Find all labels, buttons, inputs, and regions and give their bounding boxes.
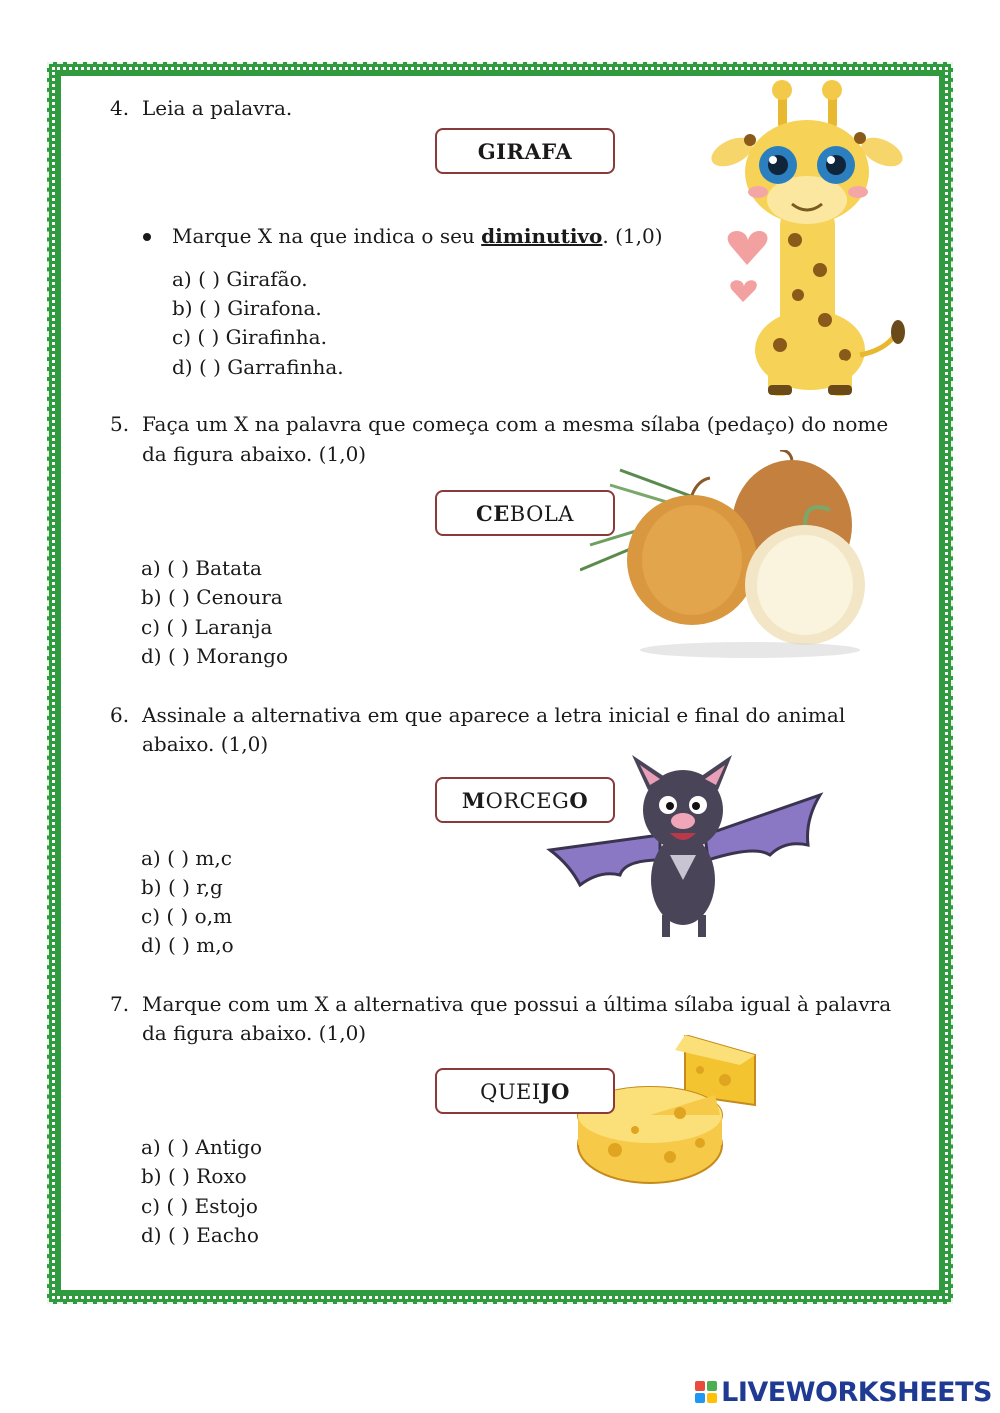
q5-option-a[interactable]: a) ( ) Batata xyxy=(141,556,262,580)
q7-option-a[interactable]: a) ( ) Antigo xyxy=(141,1135,263,1159)
q7-word-box xyxy=(435,1068,615,1114)
q6-word-box xyxy=(435,777,615,823)
onion-illustration xyxy=(580,450,880,660)
logo-text: LIVEWORKSHEETS xyxy=(721,1376,992,1408)
q7-word-rest: QUEI xyxy=(480,1079,541,1104)
q5-word xyxy=(476,501,574,526)
q5-option-d[interactable]: d) ( ) Morango xyxy=(141,644,289,668)
q5-option-b[interactable]: b) ( ) Cenoura xyxy=(141,585,283,609)
bullet-icon xyxy=(143,233,151,241)
giraffe-illustration xyxy=(710,80,910,400)
q4-instruction-emphasis: diminutivo xyxy=(481,224,603,248)
q7-word-bold: JO xyxy=(540,1078,570,1104)
q7-option-d[interactable]: d) ( ) Eacho xyxy=(141,1223,259,1247)
q6-number: 6. xyxy=(110,703,130,727)
q7-number: 7. xyxy=(110,992,130,1016)
q7-option-c[interactable]: c) ( ) Estojo xyxy=(141,1194,258,1218)
q4-option-c[interactable]: c) ( ) Girafinha. xyxy=(172,325,327,349)
q5-word-box xyxy=(435,490,615,536)
q7-word xyxy=(480,1079,570,1104)
q6-word-mid: ORCEG xyxy=(485,788,570,813)
q6-word xyxy=(462,788,588,813)
q5-number: 5. xyxy=(110,412,130,436)
q4-instruction-post: . (1,0) xyxy=(602,224,663,248)
q6-option-d[interactable]: d) ( ) m,o xyxy=(141,933,234,957)
liveworksheets-logo xyxy=(695,1377,992,1407)
q4-option-a[interactable]: a) ( ) Girafão. xyxy=(172,267,308,291)
q4-word: GIRAFA xyxy=(477,138,573,164)
q4-option-b[interactable]: b) ( ) Girafona. xyxy=(172,296,322,320)
q5-line2: da figura abaixo. (1,0) xyxy=(142,442,367,466)
q7-line1: Marque com um X a alternativa que possui a última sílaba igual à palavra xyxy=(142,992,892,1016)
q5-line1: Faça um X na palavra que começa com a mesma sílaba (pedaço) do nome xyxy=(142,412,889,436)
q6-word-first: M xyxy=(461,787,486,813)
q4-instruction-pre: Marque X na que indica o seu xyxy=(172,224,482,248)
q4-number: 4. xyxy=(110,96,130,120)
q5-option-c[interactable]: c) ( ) Laranja xyxy=(141,615,273,639)
q5-word-bold: CE xyxy=(476,500,510,526)
logo-grid-icon xyxy=(695,1381,717,1403)
q7-line2: da figura abaixo. (1,0) xyxy=(142,1021,367,1045)
q4-prompt: Leia a palavra. xyxy=(142,96,293,120)
q6-line1: Assinale a alternativa em que aparece a letra inicial e final do animal xyxy=(142,703,846,727)
q4-option-d[interactable]: d) ( ) Garrafinha. xyxy=(172,355,344,379)
q4-word-box xyxy=(435,128,615,174)
q7-option-b[interactable]: b) ( ) Roxo xyxy=(141,1164,247,1188)
q6-option-a[interactable]: a) ( ) m,c xyxy=(141,846,232,870)
q6-option-b[interactable]: b) ( ) r,g xyxy=(141,875,223,899)
q4-instruction xyxy=(172,222,663,251)
q6-word-last: O xyxy=(569,787,589,813)
q6-line2: abaixo. (1,0) xyxy=(142,732,269,756)
q5-word-rest: BOLA xyxy=(509,501,574,526)
q6-option-c[interactable]: c) ( ) o,m xyxy=(141,904,233,928)
